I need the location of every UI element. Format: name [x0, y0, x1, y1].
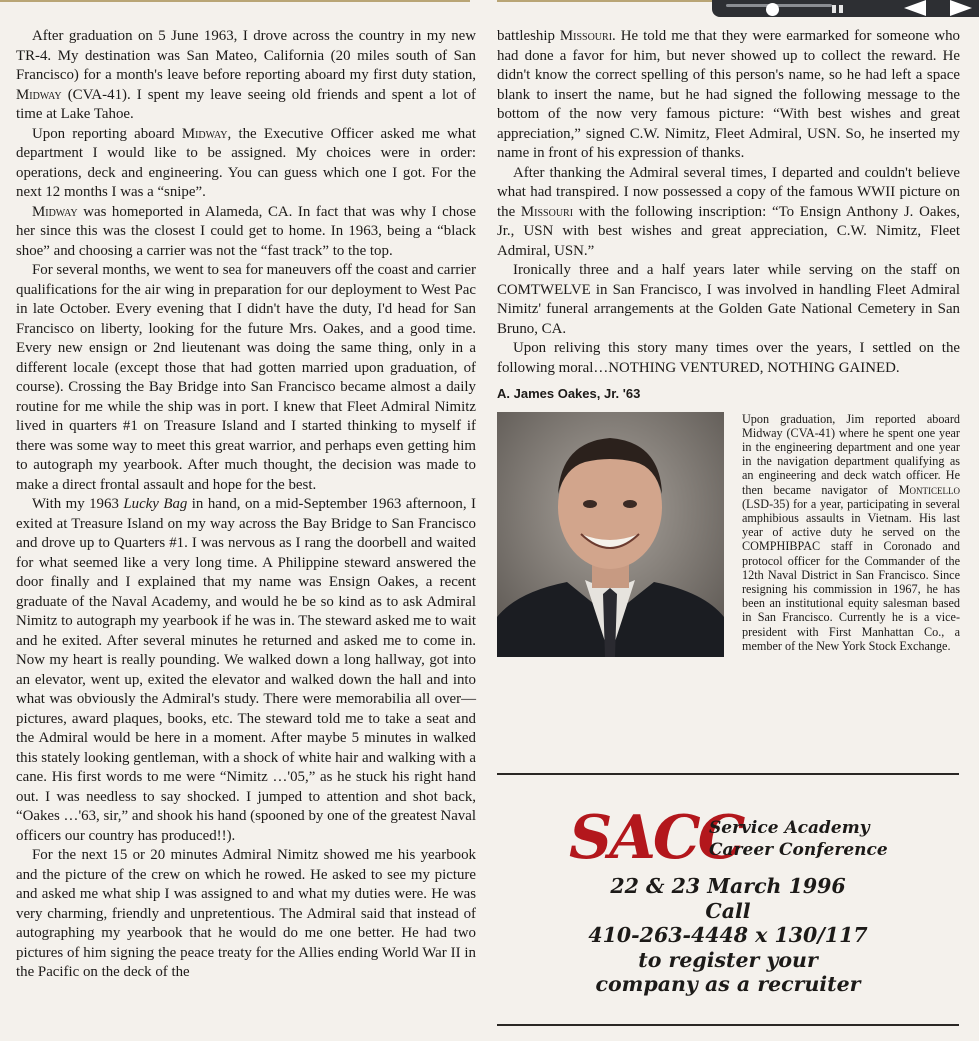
author-byline: A. James Oakes, Jr. '63	[497, 386, 641, 401]
article-paragraph	[16, 203, 476, 262]
text-run: Upon graduation, Jim reported aboard Midway (CVA-41) where he spent one year in the engineering department and one year in the navigation department qualifying as an engineering and deck watch officer. He then became navigator of	[742, 411, 960, 497]
text-run: For several months, we went to sea for maneuvers off the coast and carrier qualifications for the air wing in preparation for our deployment to West Pac in late October. Every evening that I didn't have the duty, I'd head for San Francisco on liberty, looking for the future Mrs. Oakes, and a good time. Every new ensign or 2nd lieutenant was doing the same thing, only in a different locale (except those that had gotten married upon graduation, of course). Crossing the Bay Bridge into San Francisco became almost a daily routine for me while the ship was in port. I knew that Fleet Admiral Nimitz lived in quarters #1 on Treasure Island and I started thinking to myself if there was some way to meet this great warrior, and perhaps even getting him to autograph my yearbook. After much thought, the decision was made to make a direct frontal assault and hope for the best.	[16, 262, 476, 493]
article-paragraph	[497, 339, 960, 378]
ad-cta-line2: company as a recruiter	[595, 972, 861, 996]
article-paragraph	[16, 27, 476, 125]
text-run: with the following inscription: “To Ensign Anthony J. Oakes, Jr., USN with best wishes and great appreciation, C.W. Nimitz, Fleet Admiral, USN.”	[497, 203, 961, 259]
slider-thumb[interactable]	[766, 3, 779, 16]
ad-divider-bottom	[497, 1024, 959, 1026]
text-run: battleship	[497, 28, 560, 44]
top-rule-right	[497, 0, 712, 2]
text-run: was homeported in Alameda, CA. In fact that was why I chose her since this was the closest I could get to home. In 1963, being a “black shoe” and choosing a carrier was not the “fast track” to the top.	[16, 203, 476, 259]
ship-name: Missouri	[520, 203, 574, 220]
ship-name: Midway	[32, 203, 78, 220]
text-run: With my 1963	[32, 496, 124, 512]
next-page-icon[interactable]	[950, 0, 972, 16]
article-paragraph	[16, 125, 476, 203]
ad-phone: 410-263-4448 x 130/117	[588, 923, 868, 947]
previous-page-icon[interactable]	[904, 0, 926, 16]
article-column-right	[497, 27, 960, 659]
article-paragraph	[497, 27, 960, 164]
text-run: After graduation on 5 June 1963, I drove across the country in my new TR-4. My destination was San Mateo, California (20 miles south of San Francisco) for a month's leave before reporting aboard my first duty station,	[16, 28, 476, 83]
article-paragraph	[16, 495, 476, 846]
ad-date: 22 & 23 March 1996	[610, 874, 846, 898]
text-run: Upon reliving this story many times over the years, I settled on the following moral…NOTHING VENTURED, NOTHING GAINED.	[497, 340, 960, 376]
ad-title-line1: Service Academy	[709, 818, 870, 838]
author-bio	[497, 412, 960, 653]
ad-title-line2: Career Conference	[709, 840, 888, 860]
article-paragraph	[16, 846, 476, 983]
text-run: Ironically three and a half years later while serving on the staff on COMTWELVE in San Francisco, I was involved in handling Fleet Admiral Nimitz' funeral arrangements at the Golden Gate National Cemetery in San Bruno, CA.	[497, 262, 960, 337]
ad-call: Call	[705, 898, 751, 923]
page-slider[interactable]	[726, 4, 832, 7]
author-photo	[497, 412, 724, 657]
ship-name: Midway	[16, 86, 62, 103]
text-run: (LSD-35) for a year, participating in several amphibious assaults in Vietnam. His last year of active duty he served on the COMPHIBPAC staff in Coronado and protocol officer for the Commander of the 12th Naval District in San Francisco. Since resigning his commission in 1967, he has been an institutional equity salesman based in San Francisco. Currently he is a vice-president with First Manhattan Co., a member of the New York Stock Exchange.	[742, 496, 960, 653]
text-run: . He told me that they were earmarked for someone who had done a favor for him, but never showed up to collect the reward. He didn't know the correct spelling of this person's name, so he had left a space blank to insert the name, but he had signed the following message to the bottom of the now very famous picture: “With best wishes and great appreciation,” signed C.W. Nimitz, Fleet Admiral, USN. So, he inserted my name in front of his expression of thanks.	[497, 28, 960, 161]
ship-name: Midway	[181, 125, 228, 142]
ad-cta-line1: to register your	[638, 947, 818, 972]
article-paragraph	[497, 261, 960, 339]
italic-title: Lucky Bag	[123, 496, 188, 512]
viewer-toolbar	[712, 0, 979, 17]
article-continuation	[497, 27, 960, 378]
text-run: , the Executive Officer asked me what department I would like to be assigned. My choices were in order: operations, deck and engineering. You can guess which one I got. For the next 12 months I was a “snipe”.	[16, 125, 476, 200]
ad-body	[497, 874, 959, 997]
article-paragraph	[16, 261, 476, 495]
sacc-advertisement	[497, 803, 959, 997]
text-run: (CVA-41). I spent my leave seeing old friends and spent a lot of time at Lake Tahoe.	[16, 86, 476, 122]
text-run: After thanking the Admiral several times, I departed and couldn't believe what had transpired. I now possessed a copy of the famous WWII picture on the	[497, 164, 960, 220]
sacc-logo: SACC	[569, 803, 743, 873]
text-run: Upon reporting aboard	[32, 125, 182, 142]
pause-icon[interactable]	[832, 0, 846, 8]
ship-name: Monticello	[898, 482, 960, 497]
article-paragraph	[497, 164, 960, 262]
article-column-left	[16, 27, 476, 983]
text-run: For the next 15 or 20 minutes Admiral Nimitz showed me his yearbook and the picture of the crew on which he rowed. He asked to see my picture and asked me what ship I was assigned to and what my duties were. He was very charming, friendly and unpretentious. The Admiral said that instead of autographing my yearbook that he would do me one better. He had two pictures of him signing the peace treaty for the Allies ending World War II in the Pacific on the deck of the	[16, 847, 476, 980]
text-run: in hand, on a mid-September 1963 afternoon, I exited at Treasure Island on my way across the Bay Bridge to San Francisco and drove up to Quarters #1. I was nervous as I rang the doorbell and waited for what seemed like a very long time. A Philippine steward answered the door finally and I explained that my name was Ensign Oakes, a recent graduate of the Naval Academy, and would he be so kind as to ask Admiral Nimitz to autograph my yearbook if he was in. The steward asked me to wait and he exited. After several minutes he returned and asked me to come in. Now my heart is really pounding. We walked down a long hallway, got into an elevator, went up, exited the elevator and walked down the hall and into what was obviously the Admiral's study. There were memorabilia all over—pictures, award plaques, books, etc. The steward told me to take a seat and the Admiral would be here in a moment. After maybe 5 minutes in walked this stately looking gentleman, with a shock of white hair and walking with a cane. His first words to me were “Nimitz …'05,” as he stuck his right hand out. I was needless to say shocked. I jumped to attention and shot back, “Oakes …'63, sir,” and shook his hand (spooned by one of the greatest Naval officers our country has produced!!).	[16, 496, 477, 844]
ad-divider-top	[497, 773, 959, 775]
ad-logo-row	[497, 803, 959, 873]
ship-name: Missouri	[559, 28, 613, 44]
top-rule-left	[0, 0, 470, 2]
